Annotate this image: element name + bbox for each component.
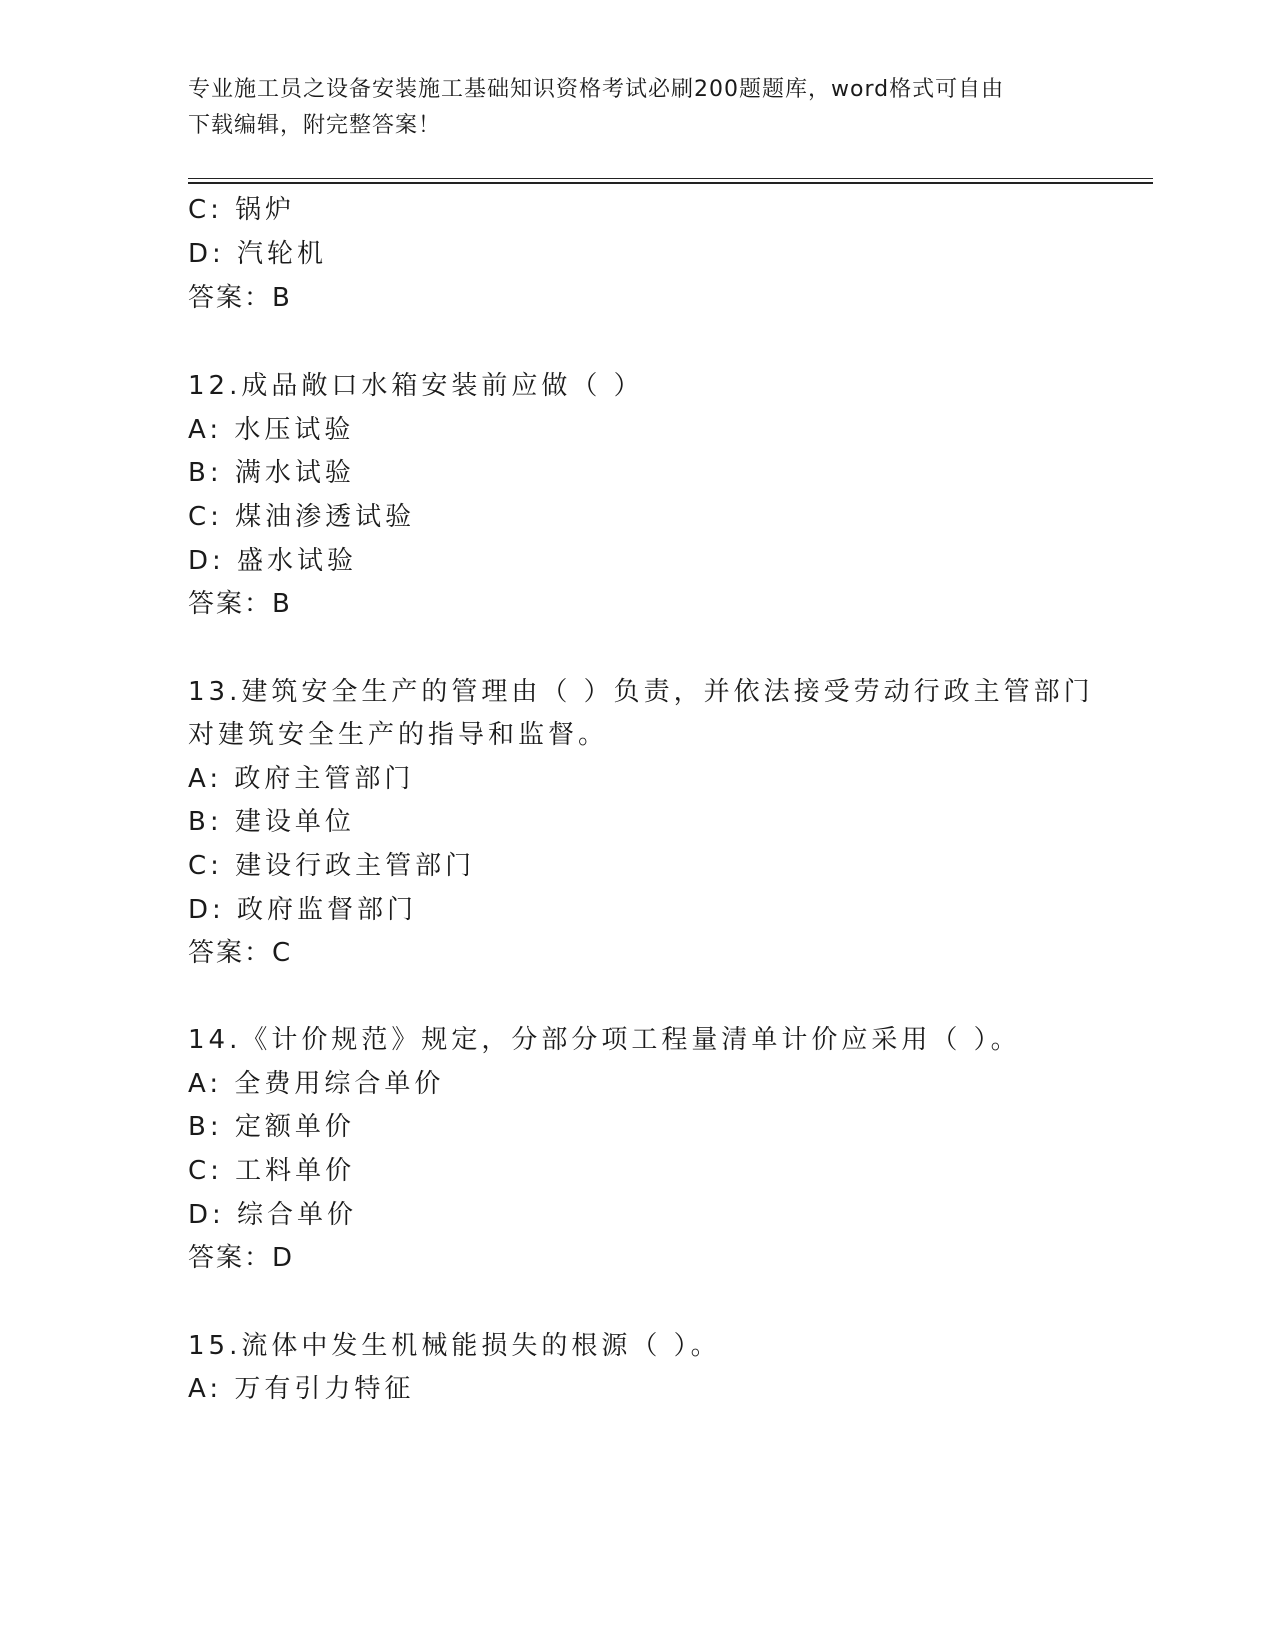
q12-option-a: A: 水压试验 bbox=[188, 415, 355, 445]
q13-stem-line-1: 13.建筑安全生产的管理由（ ）负责，并依法接受劳动行政主管部门 bbox=[188, 677, 1094, 707]
q13-answer: 答案：C bbox=[188, 938, 293, 968]
q15-stem: 15.流体中发生机械能损失的根源（ ）。 bbox=[188, 1331, 721, 1361]
q12-option-d: D: 盛水试验 bbox=[188, 546, 358, 576]
q12-stem: 12.成品敞口水箱安装前应做（ ） bbox=[188, 371, 644, 401]
q14-option-d: D: 综合单价 bbox=[188, 1200, 358, 1230]
prev-option-c: C: 锅炉 bbox=[188, 195, 296, 225]
q14-option-a: A: 全费用综合单价 bbox=[188, 1069, 445, 1099]
q12-answer: 答案：B bbox=[188, 589, 292, 619]
q14-option-c: C: 工料单价 bbox=[188, 1156, 356, 1186]
document-header bbox=[188, 72, 1068, 144]
q12-option-c: C: 煤油渗透试验 bbox=[188, 502, 416, 532]
q13-option-a: A: 政府主管部门 bbox=[188, 764, 415, 794]
q14-answer: 答案：D bbox=[188, 1243, 295, 1273]
q14-option-b: B: 定额单价 bbox=[188, 1112, 355, 1142]
q13-option-b: B: 建设单位 bbox=[188, 807, 355, 837]
prev-option-d: D: 汽轮机 bbox=[188, 239, 328, 269]
q12-option-b: B: 满水试验 bbox=[188, 458, 355, 488]
q13-stem-line-2: 对建筑安全生产的指导和监督。 bbox=[188, 720, 609, 750]
q14-stem: 14.《计价规范》规定，分部分项工程量清单计价应采用（ ）。 bbox=[188, 1025, 1021, 1055]
q15-option-a: A: 万有引力特征 bbox=[188, 1374, 415, 1404]
q13-option-d: D: 政府监督部门 bbox=[188, 895, 418, 925]
q13-option-c: C: 建设行政主管部门 bbox=[188, 851, 476, 881]
header-line-2: 下载编辑，附完整答案！ bbox=[188, 113, 442, 138]
header-divider-thick bbox=[188, 182, 1153, 184]
header-line-1: 专业施工员之设备安装施工基础知识资格考试必刷200题题库，word格式可自由 bbox=[188, 77, 1005, 102]
prev-answer: 答案：B bbox=[188, 283, 292, 313]
header-divider-thin bbox=[188, 178, 1153, 179]
